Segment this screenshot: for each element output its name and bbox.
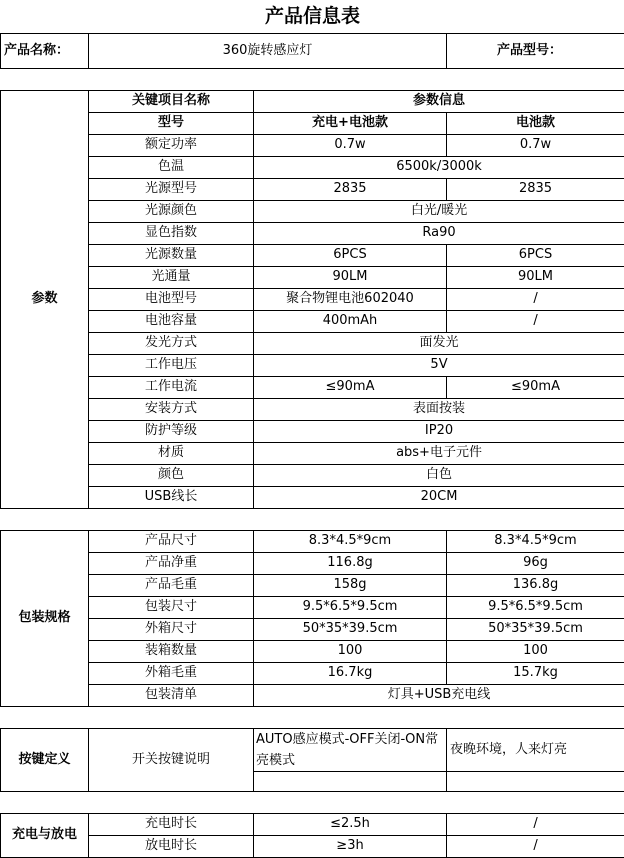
row-value-a: 100 <box>254 640 447 662</box>
table-row <box>1 244 624 266</box>
row-label: 额定功率 <box>89 134 254 156</box>
row-value: 表面按装 <box>254 398 624 420</box>
row-label: 产品毛重 <box>89 574 254 596</box>
table-row <box>1 266 624 288</box>
row-label: USB线长 <box>89 486 254 508</box>
row-value-a: 50*35*39.5cm <box>254 618 447 640</box>
section-buttons-label: 按键定义 <box>1 728 89 791</box>
table-row <box>1 684 624 706</box>
table-row <box>1 813 624 835</box>
row-value-a: 90LM <box>254 266 447 288</box>
column-header-info: 参数信息 <box>254 90 624 112</box>
row-label: 包装尺寸 <box>89 596 254 618</box>
row-value: 灯具+USB充电线 <box>254 684 624 706</box>
row-value-a: 6PCS <box>254 244 447 266</box>
row-value-b: 100 <box>447 640 624 662</box>
section-params-label: 参数 <box>1 90 89 508</box>
row-label: 装箱数量 <box>89 640 254 662</box>
row-value-b: / <box>447 288 624 310</box>
row-label: 材质 <box>89 442 254 464</box>
row-value-a: 充电+电池款 <box>254 112 447 134</box>
spacer-row <box>1 68 624 90</box>
table-row <box>1 156 624 178</box>
row-value-b: 9.5*6.5*9.5cm <box>447 596 624 618</box>
row-label: 光源颜色 <box>89 200 254 222</box>
spacer-cell <box>1 508 624 530</box>
row-label: 光源型号 <box>89 178 254 200</box>
section-packaging-label: 包装规格 <box>1 530 89 706</box>
row-value: 6500k/3000k <box>254 156 624 178</box>
row-value-b: ≤90mA <box>447 376 624 398</box>
table-row <box>1 134 624 156</box>
row-value-a: ≤90mA <box>254 376 447 398</box>
column-header-item: 关键项目名称 <box>89 90 254 112</box>
row-value-b: 0.7w <box>447 134 624 156</box>
table-row <box>1 90 624 112</box>
row-label: 放电时长 <box>89 835 254 857</box>
table-row <box>1 486 624 508</box>
row-label: 工作电压 <box>89 354 254 376</box>
row-value-b: / <box>447 310 624 332</box>
row-label: 色温 <box>89 156 254 178</box>
row-value-a: 116.8g <box>254 552 447 574</box>
table-row <box>1 464 624 486</box>
row-value-b: 96g <box>447 552 624 574</box>
row-value-b: 90LM <box>447 266 624 288</box>
table-row <box>1 222 624 244</box>
table-row <box>1 728 624 771</box>
row-label: 光通量 <box>89 266 254 288</box>
page-title: 产品信息表 <box>1 0 624 33</box>
product-name-label: 产品名称： <box>1 33 89 68</box>
button-label: 开关按键说明 <box>89 728 254 791</box>
section-charging-label: 充电与放电 <box>1 813 89 857</box>
row-label: 外箱毛重 <box>89 662 254 684</box>
row-value-a: 2835 <box>254 178 447 200</box>
row-label: 光源数量 <box>89 244 254 266</box>
table-row <box>1 288 624 310</box>
row-value-b: 136.8g <box>447 574 624 596</box>
row-value-a: ≤2.5h <box>254 813 447 835</box>
product-name-value: 360旋转感应灯 <box>89 33 447 68</box>
table-row <box>1 552 624 574</box>
row-value-b: 8.3*4.5*9cm <box>447 530 624 552</box>
table-row <box>1 662 624 684</box>
button-behavior-note: 夜晚环境，人来灯亮 <box>447 728 624 771</box>
row-value-b: / <box>447 813 624 835</box>
table-row <box>1 835 624 857</box>
table-row <box>1 178 624 200</box>
row-label: 颜色 <box>89 464 254 486</box>
row-value: 白光/暖光 <box>254 200 624 222</box>
row-label: 型号 <box>89 112 254 134</box>
row-value: abs+电子元件 <box>254 442 624 464</box>
row-label: 包装清单 <box>89 684 254 706</box>
row-value-a: 8.3*4.5*9cm <box>254 530 447 552</box>
row-value-a: ≥3h <box>254 835 447 857</box>
row-value: 白色 <box>254 464 624 486</box>
row-label: 防护等级 <box>89 420 254 442</box>
row-label: 显色指数 <box>89 222 254 244</box>
row-value-b: 电池款 <box>447 112 624 134</box>
table-row <box>1 332 624 354</box>
table-row <box>1 200 624 222</box>
table-row <box>1 618 624 640</box>
row-label: 充电时长 <box>89 813 254 835</box>
table-row <box>1 398 624 420</box>
row-value-a: 9.5*6.5*9.5cm <box>254 596 447 618</box>
spacer-cell <box>1 706 624 728</box>
row-label: 发光方式 <box>89 332 254 354</box>
table-row <box>1 596 624 618</box>
row-value-b: 6PCS <box>447 244 624 266</box>
table-row <box>1 112 624 134</box>
table-row <box>1 640 624 662</box>
table-row <box>1 310 624 332</box>
row-label: 产品尺寸 <box>89 530 254 552</box>
table-row <box>1 574 624 596</box>
row-value-a: 聚合物锂电池602040 <box>254 288 447 310</box>
product-model-label: 产品型号： <box>447 33 624 68</box>
table-row <box>1 442 624 464</box>
row-label: 电池型号 <box>89 288 254 310</box>
row-value-a: 0.7w <box>254 134 447 156</box>
table-row <box>1 530 624 552</box>
row-value-a: 16.7kg <box>254 662 447 684</box>
table-row <box>1 376 624 398</box>
row-label: 电池容量 <box>89 310 254 332</box>
table-row <box>1 354 624 376</box>
row-label: 外箱尺寸 <box>89 618 254 640</box>
row-label: 工作电流 <box>89 376 254 398</box>
spacer-row <box>1 791 624 813</box>
row-value-b: 50*35*39.5cm <box>447 618 624 640</box>
row-value-b: 2835 <box>447 178 624 200</box>
spacer-cell <box>1 791 624 813</box>
button-mode-description: AUTO感应模式-OFF关闭-ON常亮模式 <box>254 728 447 771</box>
row-value-b: / <box>447 835 624 857</box>
empty-cell <box>254 771 447 791</box>
spacer-row <box>1 508 624 530</box>
empty-cell <box>447 771 624 791</box>
row-label: 安装方式 <box>89 398 254 420</box>
row-value: 20CM <box>254 486 624 508</box>
row-value: 面发光 <box>254 332 624 354</box>
row-value: 5V <box>254 354 624 376</box>
row-value: Ra90 <box>254 222 624 244</box>
row-value-a: 158g <box>254 574 447 596</box>
row-value-b: 15.7kg <box>447 662 624 684</box>
spacer-row <box>1 706 624 728</box>
row-value-a: 400mAh <box>254 310 447 332</box>
row-value: IP20 <box>254 420 624 442</box>
row-label: 产品净重 <box>89 552 254 574</box>
table-row <box>1 420 624 442</box>
